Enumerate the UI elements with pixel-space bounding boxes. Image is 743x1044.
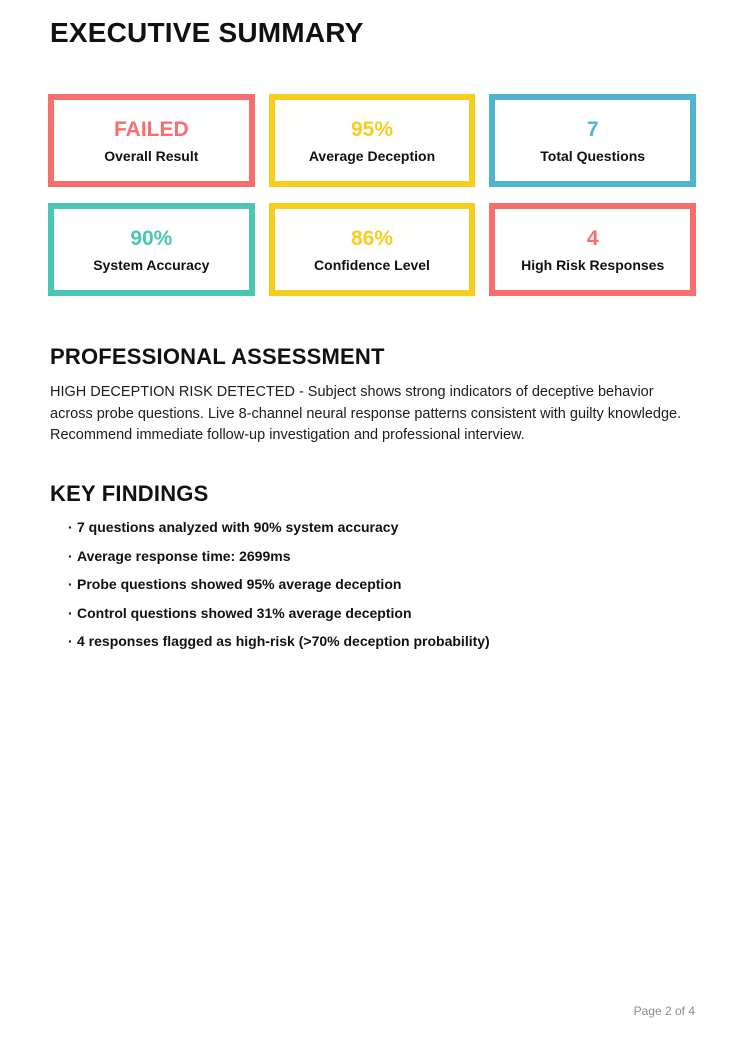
metric-label: Average Deception bbox=[308, 147, 436, 164]
metric-value: 7 bbox=[586, 117, 599, 141]
metric-label: System Accuracy bbox=[93, 256, 210, 273]
metric-value: 95% bbox=[350, 117, 393, 141]
metric-value: 4 bbox=[586, 226, 599, 250]
finding-item: · Probe questions showed 95% average deception bbox=[68, 570, 708, 599]
metric-label: High Risk Responses bbox=[521, 256, 665, 273]
assessment-body-text: HIGH DECEPTION RISK DETECTED - Subject shows strong indicators of deceptive behavior across probe questions. Live 8-channel neural response patterns consistent with guilty knowledge. Recommend immediate follow-up investigation and professional interview. bbox=[50, 384, 682, 444]
finding-item: · 4 responses flagged as high-risk (>70% deception probability) bbox=[68, 627, 708, 656]
finding-item: · Control questions showed 31% average deception bbox=[68, 599, 708, 628]
section-heading-key-findings: KEY FINDINGS bbox=[50, 481, 209, 506]
metric-card bbox=[489, 94, 696, 187]
metric-value: FAILED bbox=[113, 117, 189, 141]
metric-card bbox=[269, 94, 476, 187]
metric-label: Confidence Level bbox=[314, 256, 430, 273]
metric-value: 90% bbox=[130, 226, 173, 250]
metric-card bbox=[48, 203, 255, 296]
finding-item: · 7 questions analyzed with 90% system accuracy bbox=[68, 513, 708, 542]
metric-card bbox=[269, 203, 476, 296]
metric-label: Total Questions bbox=[540, 147, 646, 164]
page-title: EXECUTIVE SUMMARY bbox=[50, 17, 364, 48]
section-heading-professional-assessment: PROFESSIONAL ASSESSMENT bbox=[50, 344, 385, 369]
metric-label: Overall Result bbox=[104, 147, 199, 164]
finding-item: · Average response time: 2699ms bbox=[68, 542, 708, 571]
page-number: Page 2 of 4 bbox=[633, 1004, 695, 1018]
key-findings-list bbox=[50, 513, 708, 656]
metric-value: 86% bbox=[350, 226, 393, 250]
metric-cards-grid bbox=[48, 94, 696, 296]
metric-card bbox=[48, 94, 255, 187]
metric-card bbox=[489, 203, 696, 296]
